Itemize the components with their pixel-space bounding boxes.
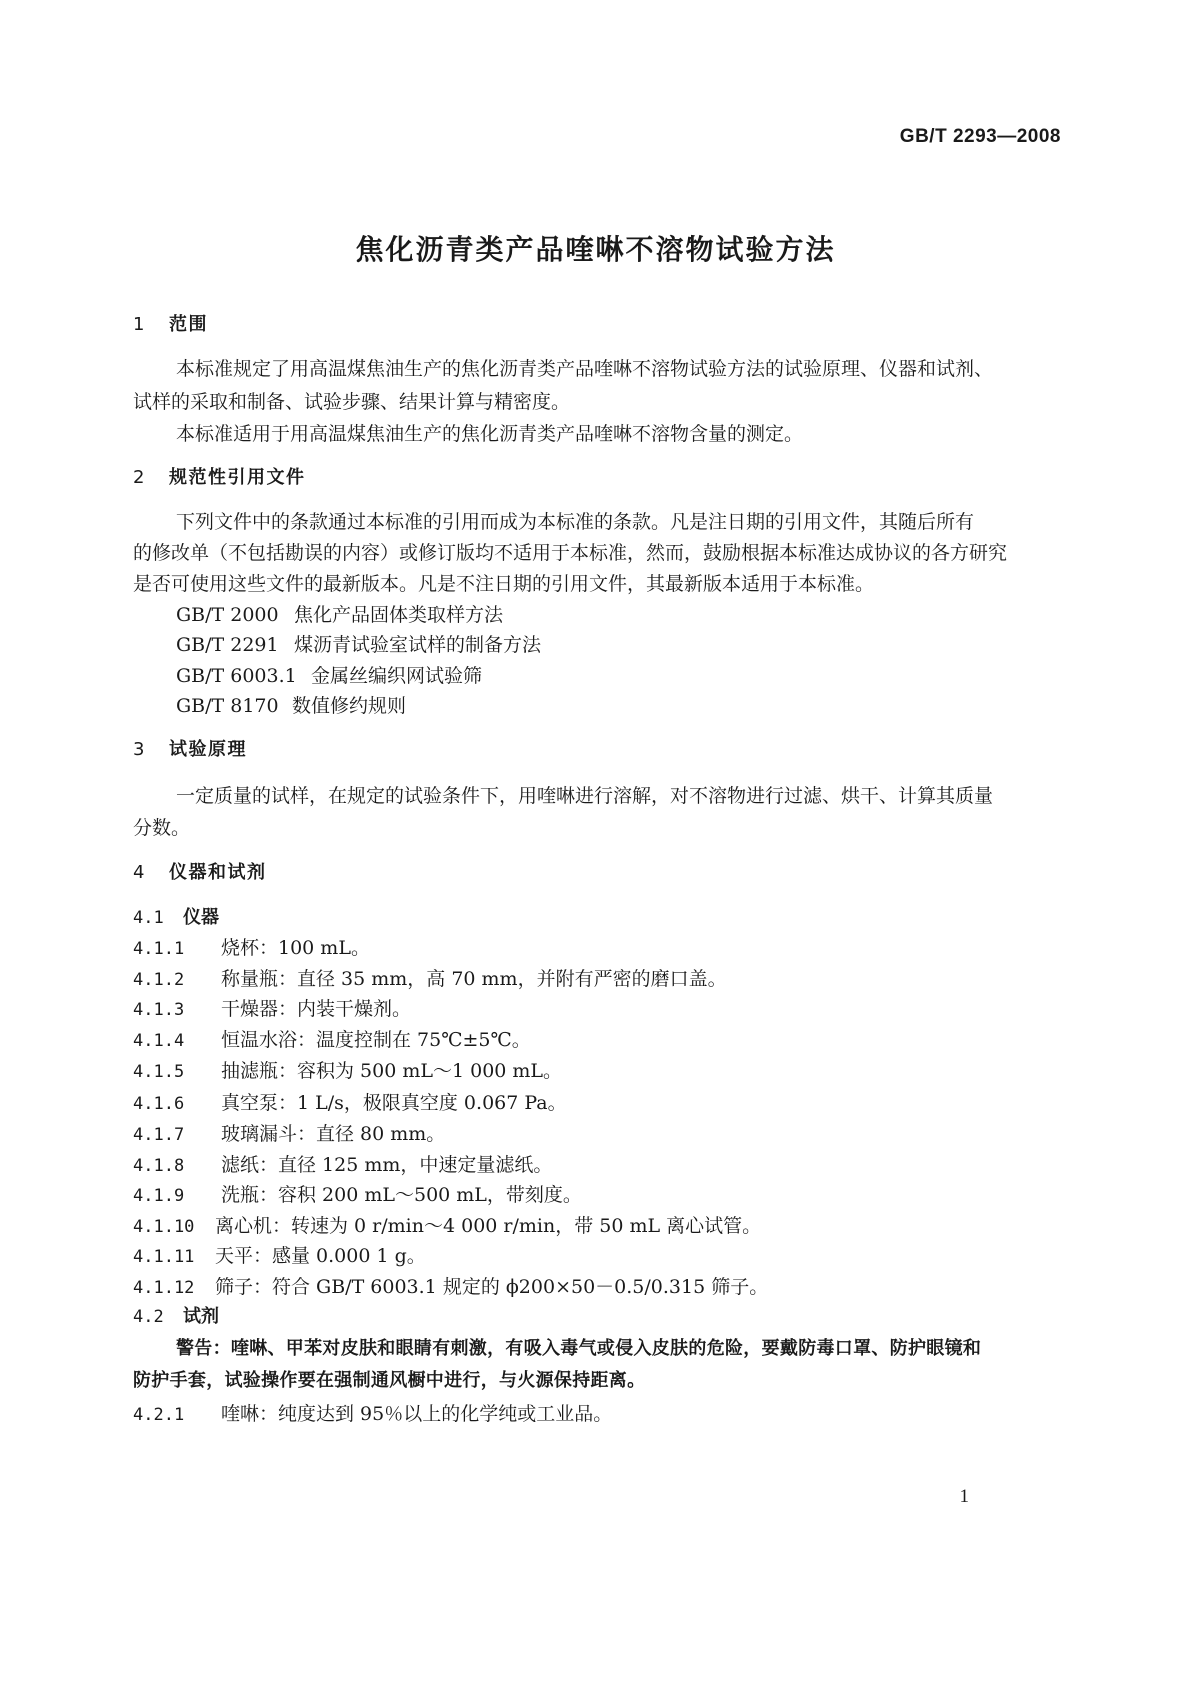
clause-number: 4.1.9 bbox=[133, 1186, 185, 1206]
standard-number: GB/T 2293—2008 bbox=[899, 126, 1061, 147]
clause-item bbox=[133, 1214, 761, 1239]
reference-item bbox=[176, 664, 482, 688]
clause-number: 4.1.1 bbox=[133, 939, 185, 959]
reference-code: GB/T 2291 bbox=[176, 634, 279, 656]
warning-line-2: 防护手套，试验操作要在强制通风橱中进行，与火源保持距离。 bbox=[133, 1370, 646, 1391]
section-title: 试验原理 bbox=[169, 739, 247, 760]
clause-text: 喹啉：纯度达到 95％以上的化学纯或工业品。 bbox=[221, 1403, 613, 1425]
clause-text: 离心机：转速为 0 r/min～4 000 r/min，带 50 mL 离心试管。 bbox=[215, 1215, 762, 1237]
section-number: 4 bbox=[133, 862, 146, 883]
clause-text: 干燥器：内装干燥剂。 bbox=[221, 998, 412, 1020]
section-4-heading bbox=[133, 861, 267, 885]
reference-name: 煤沥青试验室试样的制备方法 bbox=[294, 634, 542, 656]
subsection-4-1-heading bbox=[133, 906, 219, 930]
clause-text: 恒温水浴：温度控制在 75℃±5℃。 bbox=[221, 1029, 531, 1051]
section-title: 范围 bbox=[169, 314, 208, 335]
clause-number: 4.1.12 bbox=[133, 1278, 195, 1298]
warning-line-1: 警告：喹啉、甲苯对皮肤和眼睛有刺激，有吸入毒气或侵入皮肤的危险，要戴防毒口罩、防护眼镜和 bbox=[176, 1338, 982, 1359]
section-2-paragraph-line-1: 下列文件中的条款通过本标准的引用而成为本标准的条款。凡是注日期的引用文件，其随后所有 bbox=[176, 511, 975, 533]
clause-number: 4.1.5 bbox=[133, 1062, 185, 1082]
clause-text: 天平：感量 0.000 1 g。 bbox=[215, 1245, 426, 1267]
subsection-number: 4.2 bbox=[133, 1307, 164, 1327]
subsection-4-2-heading bbox=[133, 1305, 219, 1329]
clause-text: 称量瓶：直径 35 mm，高 70 mm，并附有严密的磨口盖。 bbox=[221, 968, 727, 990]
clause-text: 真空泵：1 L/s，极限真空度 0.067 Pa。 bbox=[221, 1092, 567, 1114]
reference-name: 金属丝编织网试验筛 bbox=[311, 665, 483, 687]
page-number: 1 bbox=[959, 1486, 969, 1507]
reference-item bbox=[176, 694, 406, 718]
clause-item bbox=[133, 967, 727, 992]
section-1-paragraph-1-line-2: 试样的采取和制备、试验步骤、结果计算与精密度。 bbox=[133, 391, 571, 413]
section-2-paragraph-line-3: 是否可使用这些文件的最新版本。凡是不注日期的引用文件，其最新版本适用于本标准。 bbox=[133, 573, 875, 595]
clause-number: 4.1.10 bbox=[133, 1217, 195, 1237]
reference-name: 数值修约规则 bbox=[292, 695, 407, 717]
clause-number: 4.1.2 bbox=[133, 970, 185, 990]
clause-text: 烧杯：100 mL。 bbox=[221, 937, 370, 959]
clause-item bbox=[133, 997, 411, 1022]
clause-item bbox=[133, 1275, 768, 1300]
section-3-paragraph-line-1: 一定质量的试样，在规定的试验条件下，用喹啉进行溶解，对不溶物进行过滤、烘干、计算其质量 bbox=[176, 785, 994, 807]
clause-number: 4.1.6 bbox=[133, 1094, 185, 1114]
clause-item bbox=[133, 936, 370, 961]
document-title: 焦化沥青类产品喹啉不溶物试验方法 bbox=[355, 233, 836, 266]
subsection-title: 仪器 bbox=[183, 907, 219, 928]
clause-text: 玻璃漏斗：直径 80 mm。 bbox=[221, 1123, 446, 1145]
section-1-heading bbox=[133, 313, 208, 337]
subsection-number: 4.1 bbox=[133, 908, 164, 928]
reference-code: GB/T 6003.1 bbox=[176, 665, 297, 687]
clause-item bbox=[133, 1183, 582, 1208]
reference-code: GB/T 8170 bbox=[176, 695, 279, 717]
clause-number: 4.1.8 bbox=[133, 1156, 185, 1176]
clause-item bbox=[133, 1122, 445, 1147]
clause-number: 4.1.4 bbox=[133, 1031, 185, 1051]
section-number: 1 bbox=[133, 314, 146, 335]
section-number: 2 bbox=[133, 467, 146, 488]
clause-number: 4.1.3 bbox=[133, 1000, 185, 1020]
section-3-heading bbox=[133, 738, 247, 762]
clause-item bbox=[133, 1059, 562, 1084]
clause-number: 4.1.7 bbox=[133, 1125, 185, 1145]
section-2-paragraph-line-2: 的修改单（不包括勘误的内容）或修订版均不适用于本标准，然而，鼓励根据本标准达成协议的各方研究 bbox=[133, 542, 1008, 564]
clause-item bbox=[133, 1028, 531, 1053]
section-1-paragraph-2: 本标准适用于用高温煤焦油生产的焦化沥青类产品喹啉不溶物含量的测定。 bbox=[176, 423, 804, 445]
section-1-paragraph-1-line-1: 本标准规定了用高温煤焦油生产的焦化沥青类产品喹啉不溶物试验方法的试验原理、仪器和试剂、 bbox=[176, 358, 994, 380]
clause-text: 滤纸：直径 125 mm，中速定量滤纸。 bbox=[221, 1154, 553, 1176]
reference-item bbox=[176, 603, 503, 627]
section-title: 规范性引用文件 bbox=[169, 467, 306, 488]
clause-text: 洗瓶：容积 200 mL～500 mL，带刻度。 bbox=[221, 1184, 582, 1206]
section-title: 仪器和试剂 bbox=[169, 862, 267, 883]
section-3-paragraph-line-2: 分数。 bbox=[133, 817, 191, 839]
reference-item bbox=[176, 633, 541, 657]
reference-name: 焦化产品固体类取样方法 bbox=[294, 604, 504, 626]
clause-text: 筛子：符合 GB/T 6003.1 规定的 ϕ200×50－0.5/0.315 筛子。 bbox=[215, 1276, 769, 1298]
clause-item bbox=[133, 1402, 612, 1427]
clause-number: 4.1.11 bbox=[133, 1247, 195, 1267]
subsection-title: 试剂 bbox=[183, 1306, 219, 1327]
section-number: 3 bbox=[133, 739, 146, 760]
reference-code: GB/T 2000 bbox=[176, 604, 279, 626]
section-2-heading bbox=[133, 466, 306, 490]
clause-item bbox=[133, 1153, 552, 1178]
clause-number: 4.2.1 bbox=[133, 1405, 185, 1425]
clause-item bbox=[133, 1091, 567, 1116]
clause-item bbox=[133, 1244, 426, 1269]
clause-text: 抽滤瓶：容积为 500 mL～1 000 mL。 bbox=[221, 1060, 563, 1082]
